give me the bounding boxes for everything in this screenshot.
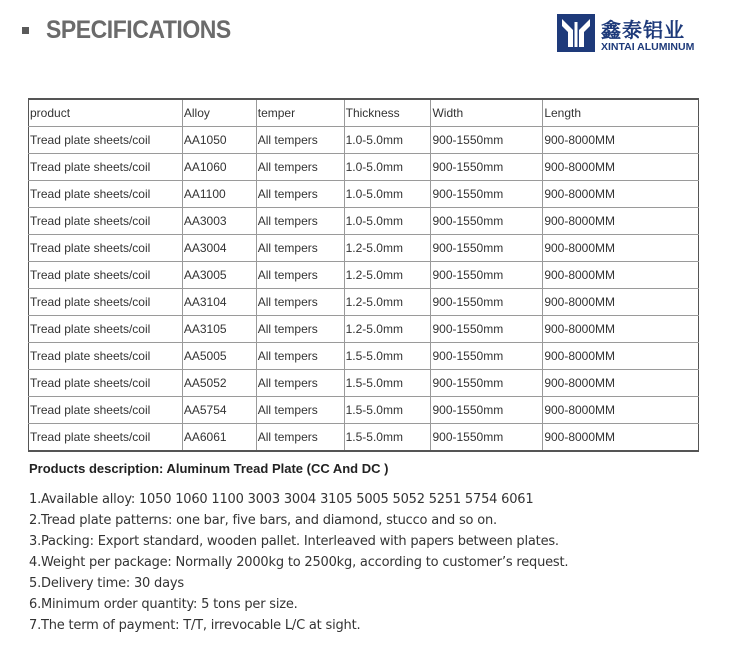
cell-alloy: AA1100 xyxy=(182,181,256,208)
description-item: 3.Packing: Export standard, wooden pallet. Interleaved with papers between plates. xyxy=(29,534,559,549)
cell-temper: All tempers xyxy=(256,154,344,181)
cell-temper: All tempers xyxy=(256,370,344,397)
cell-length: 900-8000MM xyxy=(543,154,699,181)
cell-alloy: AA1050 xyxy=(182,127,256,154)
cell-length: 900-8000MM xyxy=(543,262,699,289)
table-row xyxy=(29,235,699,262)
description-item: 2.Tread plate patterns: one bar, five bars, and diamond, stucco and so on. xyxy=(29,513,497,528)
cell-temper: All tempers xyxy=(256,127,344,154)
cell-width: 900-1550mm xyxy=(431,370,543,397)
cell-product: Tread plate sheets/coil xyxy=(29,127,183,154)
cell-width: 900-1550mm xyxy=(431,208,543,235)
description-title: Products description: Aluminum Tread Plate (CC And DC ) xyxy=(29,461,389,476)
cell-length: 900-8000MM xyxy=(543,424,699,452)
table-row xyxy=(29,343,699,370)
cell-length: 900-8000MM xyxy=(543,235,699,262)
cell-thickness: 1.2-5.0mm xyxy=(344,235,431,262)
cell-length: 900-8000MM xyxy=(543,127,699,154)
cell-length: 900-8000MM xyxy=(543,370,699,397)
cell-temper: All tempers xyxy=(256,316,344,343)
cell-alloy: AA1060 xyxy=(182,154,256,181)
table-header-row xyxy=(29,99,699,127)
cell-product: Tread plate sheets/coil xyxy=(29,424,183,452)
column-header-alloy: Alloy xyxy=(182,99,256,127)
cell-length: 900-8000MM xyxy=(543,397,699,424)
cell-temper: All tempers xyxy=(256,181,344,208)
cell-thickness: 1.5-5.0mm xyxy=(344,424,431,452)
cell-alloy: AA5005 xyxy=(182,343,256,370)
cell-width: 900-1550mm xyxy=(431,154,543,181)
column-header-width: Width xyxy=(431,99,543,127)
heading-bullet-icon xyxy=(22,27,29,34)
xintai-logo-icon xyxy=(557,14,595,52)
cell-temper: All tempers xyxy=(256,262,344,289)
logo-chinese-name: 鑫泰铝业 xyxy=(601,18,685,42)
column-header-product: product xyxy=(29,99,183,127)
description-item: 5.Delivery time: 30 days xyxy=(29,576,184,591)
cell-thickness: 1.0-5.0mm xyxy=(344,127,431,154)
cell-alloy: AA3105 xyxy=(182,316,256,343)
table-row xyxy=(29,181,699,208)
cell-product: Tread plate sheets/coil xyxy=(29,289,183,316)
column-header-length: Length xyxy=(543,99,699,127)
cell-product: Tread plate sheets/coil xyxy=(29,235,183,262)
cell-alloy: AA3104 xyxy=(182,289,256,316)
cell-width: 900-1550mm xyxy=(431,127,543,154)
cell-product: Tread plate sheets/coil xyxy=(29,208,183,235)
column-header-temper: temper xyxy=(256,99,344,127)
description-item: 7.The term of payment: T/T, irrevocable L/C at sight. xyxy=(29,618,361,633)
cell-alloy: AA5754 xyxy=(182,397,256,424)
cell-product: Tread plate sheets/coil xyxy=(29,181,183,208)
cell-thickness: 1.5-5.0mm xyxy=(344,370,431,397)
cell-thickness: 1.0-5.0mm xyxy=(344,208,431,235)
cell-temper: All tempers xyxy=(256,424,344,452)
cell-temper: All tempers xyxy=(256,208,344,235)
cell-width: 900-1550mm xyxy=(431,424,543,452)
cell-product: Tread plate sheets/coil xyxy=(29,316,183,343)
specifications-table xyxy=(28,98,699,452)
cell-product: Tread plate sheets/coil xyxy=(29,343,183,370)
cell-length: 900-8000MM xyxy=(543,208,699,235)
page-header xyxy=(0,0,732,72)
cell-width: 900-1550mm xyxy=(431,289,543,316)
table-row xyxy=(29,127,699,154)
table-row xyxy=(29,397,699,424)
cell-alloy: AA6061 xyxy=(182,424,256,452)
table-row xyxy=(29,316,699,343)
cell-thickness: 1.5-5.0mm xyxy=(344,397,431,424)
cell-width: 900-1550mm xyxy=(431,316,543,343)
cell-temper: All tempers xyxy=(256,235,344,262)
cell-alloy: AA5052 xyxy=(182,370,256,397)
cell-length: 900-8000MM xyxy=(543,343,699,370)
table-row xyxy=(29,370,699,397)
table-row xyxy=(29,154,699,181)
cell-thickness: 1.5-5.0mm xyxy=(344,343,431,370)
description-item: 6.Minimum order quantity: 5 tons per size. xyxy=(29,597,298,612)
cell-thickness: 1.2-5.0mm xyxy=(344,262,431,289)
cell-width: 900-1550mm xyxy=(431,397,543,424)
description-list xyxy=(29,489,568,636)
table-row xyxy=(29,424,699,452)
column-header-thickness: Thickness xyxy=(344,99,431,127)
table-row xyxy=(29,208,699,235)
cell-thickness: 1.0-5.0mm xyxy=(344,154,431,181)
logo-english-name: XINTAI ALUMINUM xyxy=(601,41,695,53)
cell-temper: All tempers xyxy=(256,343,344,370)
cell-width: 900-1550mm xyxy=(431,262,543,289)
description-item: 1.Available alloy: 1050 1060 1100 3003 3004 3105 5005 5052 5251 5754 6061 xyxy=(29,492,534,507)
cell-product: Tread plate sheets/coil xyxy=(29,397,183,424)
cell-product: Tread plate sheets/coil xyxy=(29,262,183,289)
cell-length: 900-8000MM xyxy=(543,181,699,208)
cell-alloy: AA3005 xyxy=(182,262,256,289)
cell-length: 900-8000MM xyxy=(543,316,699,343)
cell-alloy: AA3004 xyxy=(182,235,256,262)
cell-thickness: 1.2-5.0mm xyxy=(344,289,431,316)
description-item: 4.Weight per package: Normally 2000kg to 2500kg, according to customer’s request. xyxy=(29,555,569,570)
cell-temper: All tempers xyxy=(256,289,344,316)
cell-product: Tread plate sheets/coil xyxy=(29,154,183,181)
company-logo[interactable] xyxy=(557,14,717,58)
cell-alloy: AA3003 xyxy=(182,208,256,235)
cell-thickness: 1.2-5.0mm xyxy=(344,316,431,343)
cell-width: 900-1550mm xyxy=(431,343,543,370)
cell-thickness: 1.0-5.0mm xyxy=(344,181,431,208)
table-row xyxy=(29,289,699,316)
table-row xyxy=(29,262,699,289)
cell-width: 900-1550mm xyxy=(431,181,543,208)
cell-temper: All tempers xyxy=(256,397,344,424)
page-title: SPECIFICATIONS xyxy=(46,16,231,44)
cell-length: 900-8000MM xyxy=(543,289,699,316)
cell-width: 900-1550mm xyxy=(431,235,543,262)
cell-product: Tread plate sheets/coil xyxy=(29,370,183,397)
